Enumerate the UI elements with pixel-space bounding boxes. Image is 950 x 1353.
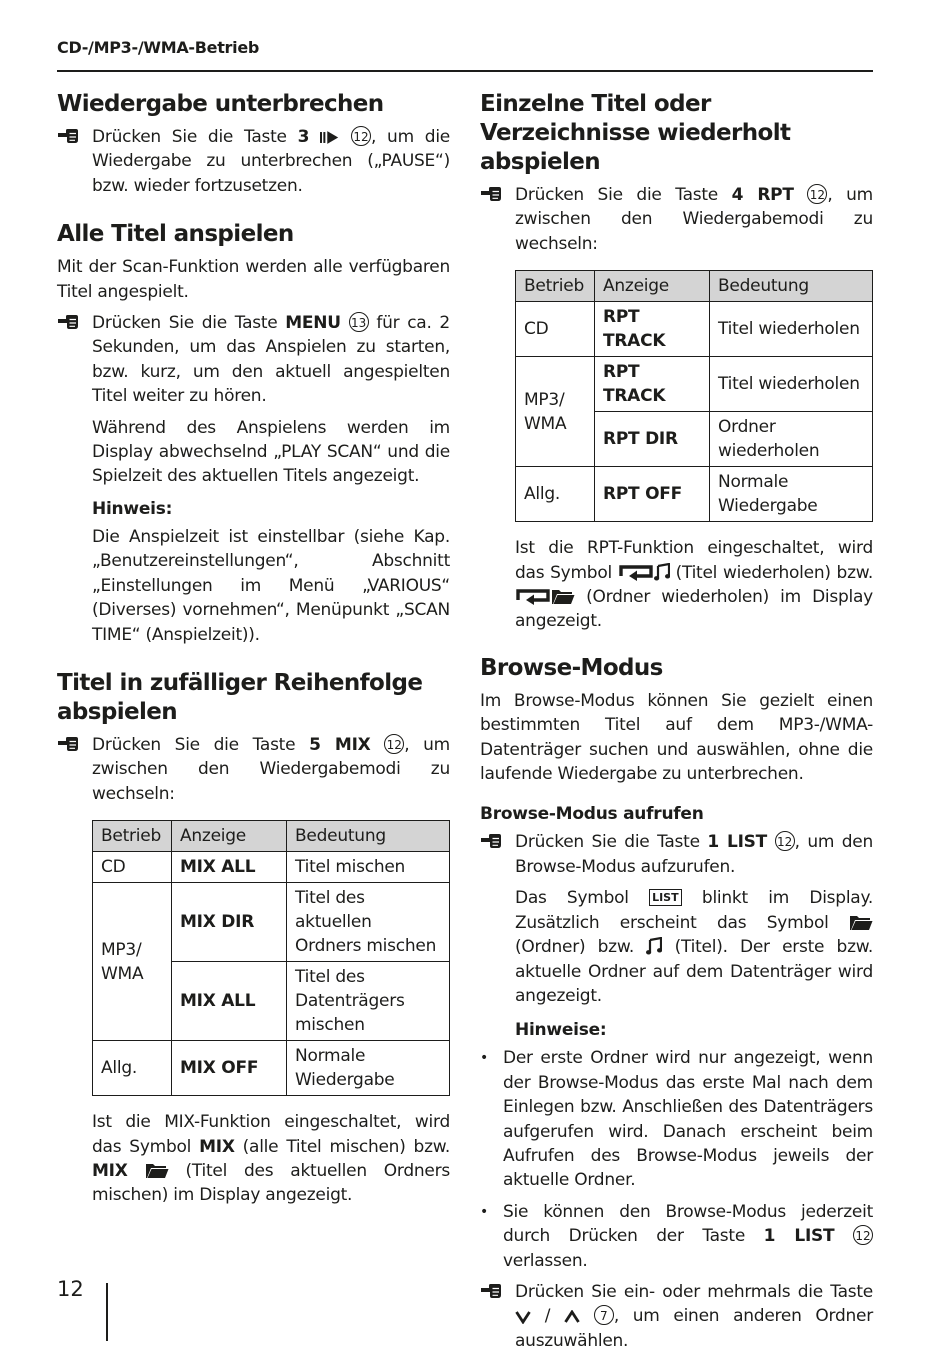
table-cell: CD [93,852,172,883]
key-label: 4 RPT [731,185,794,205]
text: , um die Wiedergabe zu unterbrechen („PAUSE“) bzw. wieder fortzusetzen. [92,127,450,196]
music-note-icon [646,937,662,955]
chevron-up-icon [564,1310,580,1324]
text: Drücken Sie die Taste [92,734,310,755]
repeat-icon [515,587,551,605]
chevron-down-icon [515,1310,531,1324]
text: Drücken Sie die Taste [515,185,732,205]
hand-pointer-icon [480,833,502,849]
text: Sie können den Browse-Modus jederzeit durch Drücken der Taste [503,1201,873,1247]
table-cell: Ordner wiederholen [710,412,873,467]
instruction-repeat [480,183,873,256]
table-cell: Titel wiederholen [710,357,873,412]
text: , um zwischen den Wiedergabemodi zu wechseln: [92,734,450,804]
text: blinkt im Display. Zusätzlich erscheint das Symbol [515,888,873,933]
table-row [93,883,450,962]
key-number-badge: 12 [384,734,404,754]
list-item [480,1200,873,1273]
key-label: 1 LIST [707,832,768,853]
mix-table-wrap [57,820,450,1096]
text: , um den Browse-Modus aufzurufen. [515,832,874,877]
scan-follow-text: Während des Anspielens werden im Display abwechselnd „PLAY SCAN“ und die Spielzeit des aktuellen Titels angezeigt. [92,417,450,487]
notes-list [480,1046,873,1273]
heading-mix: Titel in zufälliger Reihenfolge abspielen [57,669,423,725]
mix-table [92,820,450,1096]
key-number-badge: 12 [807,184,827,204]
table-header-cell: Betrieb [93,821,172,852]
text: (alle Titel mischen) bzw. [234,1136,451,1157]
table-header-cell: Anzeige [172,821,287,852]
list-item [480,1046,873,1192]
table-cell: Titel wiederholen [710,302,873,357]
repeat-icon [618,563,654,581]
text: Drücken Sie ein- oder mehrmals die Taste [515,1281,873,1302]
instruction-pause [57,125,450,198]
table-cell: MIX ALL [172,962,287,1041]
browse-follow-text [480,886,873,1008]
table-row [516,302,873,357]
key-number-badge: 12 [775,831,795,851]
table-header-cell: Anzeige [595,271,710,302]
table-cell: Normale Wiedergabe [287,1041,450,1096]
rpt-table [515,270,873,522]
key-label: 5 MIX [309,734,371,755]
text: (Titel des aktuellen Ordners mischen) im Display angezeigt. [92,1160,450,1206]
text: Drücken Sie die Taste [92,313,286,334]
heading-pause: Wiedergabe unterbrechen [57,91,384,117]
page-header [57,38,873,72]
key-label: 3 [297,127,310,147]
hand-pointer-icon [480,1283,502,1299]
table-header-cell: Bedeutung [287,821,450,852]
left-column [57,90,450,1208]
text: Der erste Ordner wird nur angezeigt, wenn der Browse-Modus das erste Mal nach dem Einlegen bzw. Anschließen des Datenträgers aufgerufen wird. Danach erscheint beim Aufrufen des Browse-Modus jeweils der aktuelle Ordner. [503,1048,873,1191]
header-title: CD-/MP3-/WMA-Betrieb [57,38,260,57]
folder-icon [849,913,873,931]
browse-intro: Im Browse-Modus können Sie gezielt einen bestimmten Titel auf dem MP3-/WMA-Datenträger suchen und auswählen, ohne die laufende Wiedergabe zu unterbrechen. [480,690,873,785]
text: verlassen. [503,1250,588,1271]
table-cell: MP3/ WMA [93,883,172,1041]
table-cell: MP3/ WMA [516,357,595,467]
text: Ist die RPT-Funktion eingeschaltet, wird das Symbol [515,538,873,583]
instruction-scan [57,311,450,409]
text: (Titel). Der erste bzw. aktuelle Ordner auf dem Datenträger wird angezeigt. [515,937,873,1006]
table-header-row [93,821,450,852]
table-cell: Titel des Datenträgers mischen [287,962,450,1041]
notes-title: Hinweise: [515,1020,607,1041]
note-title: Hinweis: [92,498,173,519]
note-text: Die Anspielzeit ist einstellbar (siehe Kap. „Benutzereinstellungen“, Abschnitt „Einstellungen im Menü „VARIOUS“ (Diverses) vornehmen“, Menüpunkt „SCAN TIME“ (Anspielzeit)). [92,526,450,645]
table-row [93,852,450,883]
heading-scan: Alle Titel anspielen [57,221,294,248]
table-row [516,357,873,412]
rpt-table-wrap [480,270,873,522]
hand-pointer-icon [57,736,79,752]
text: (Ordner wiederholen) im Display angezeigt. [515,587,873,632]
hand-pointer-icon [57,314,79,330]
mix-after-text [57,1110,450,1208]
table-header-row [516,271,873,302]
key-label: 1 LIST [763,1226,835,1247]
text: Das Symbol [515,888,650,909]
table-cell: CD [516,302,595,357]
table-cell: RPT TRACK [595,357,710,412]
table-cell: RPT TRACK [595,302,710,357]
music-note-icon [654,563,670,581]
hand-pointer-icon [480,186,502,202]
rpt-after-text [480,536,873,634]
heading-browse: Browse-Modus [480,654,663,681]
key-number-badge: 12 [853,1225,873,1245]
text: , um einen anderen Ordner auszuwählen. [515,1306,873,1351]
key-number-badge: 12 [351,126,371,146]
table-cell: Allg. [516,467,595,522]
table-header-cell: Bedeutung [710,271,873,302]
folder-icon [551,587,575,605]
table-cell: Normale Wiedergabe [710,467,873,522]
table-row [516,467,873,522]
key-label: MENU [285,313,341,334]
key-number-badge: 13 [349,312,369,332]
table-cell: MIX ALL [172,852,287,883]
table-row [93,1041,450,1096]
heading-repeat: Einzelne Titel oder Verzeichnisse wiederholt abspielen [480,91,791,175]
text: Drücken Sie die Taste [515,832,708,853]
table-cell: MIX OFF [172,1041,287,1096]
text: Ist die MIX-Funktion eingeschaltet, wird das Symbol [92,1112,450,1157]
list-symbol-icon: LIST [649,889,682,906]
mix-symbol: MIX [92,1160,128,1181]
table-cell: Titel des aktuellen Ordners mischen [287,883,450,962]
table-cell: Titel mischen [287,852,450,883]
key-number-badge: 7 [594,1305,614,1325]
page-number: 12 [57,1277,84,1301]
page-number-divider [106,1283,108,1341]
mix-symbol: MIX [199,1136,235,1157]
text: (Titel wiederholen) bzw. [669,562,874,583]
table-header-cell: Betrieb [516,271,595,302]
table-cell: RPT DIR [595,412,710,467]
right-column [480,90,873,1353]
text: (Ordner) bzw. [515,937,647,958]
hand-pointer-icon [57,128,79,144]
folder-icon [145,1161,169,1179]
instruction-folder-change [480,1280,873,1353]
table-cell: Allg. [93,1041,172,1096]
text: / [531,1306,565,1327]
text: Drücken Sie die Taste [92,127,298,147]
text: für ca. 2 Sekunden, um das Anspielen zu starten, bzw. kurz, um den aktuell angespielten Titel weiter zu hören. [92,313,450,407]
table-cell: RPT OFF [595,467,710,522]
scan-intro: Mit der Scan-Funktion werden alle verfügbaren Titel angespielt. [57,257,450,302]
text: , um zwischen den Wiedergabemodi zu wechseln: [515,185,873,254]
instruction-mix [57,733,450,806]
subheading-browse-open: Browse-Modus aufrufen [480,804,704,825]
table-cell: MIX DIR [172,883,287,962]
play-pause-icon [320,130,340,145]
instruction-browse [480,830,873,879]
